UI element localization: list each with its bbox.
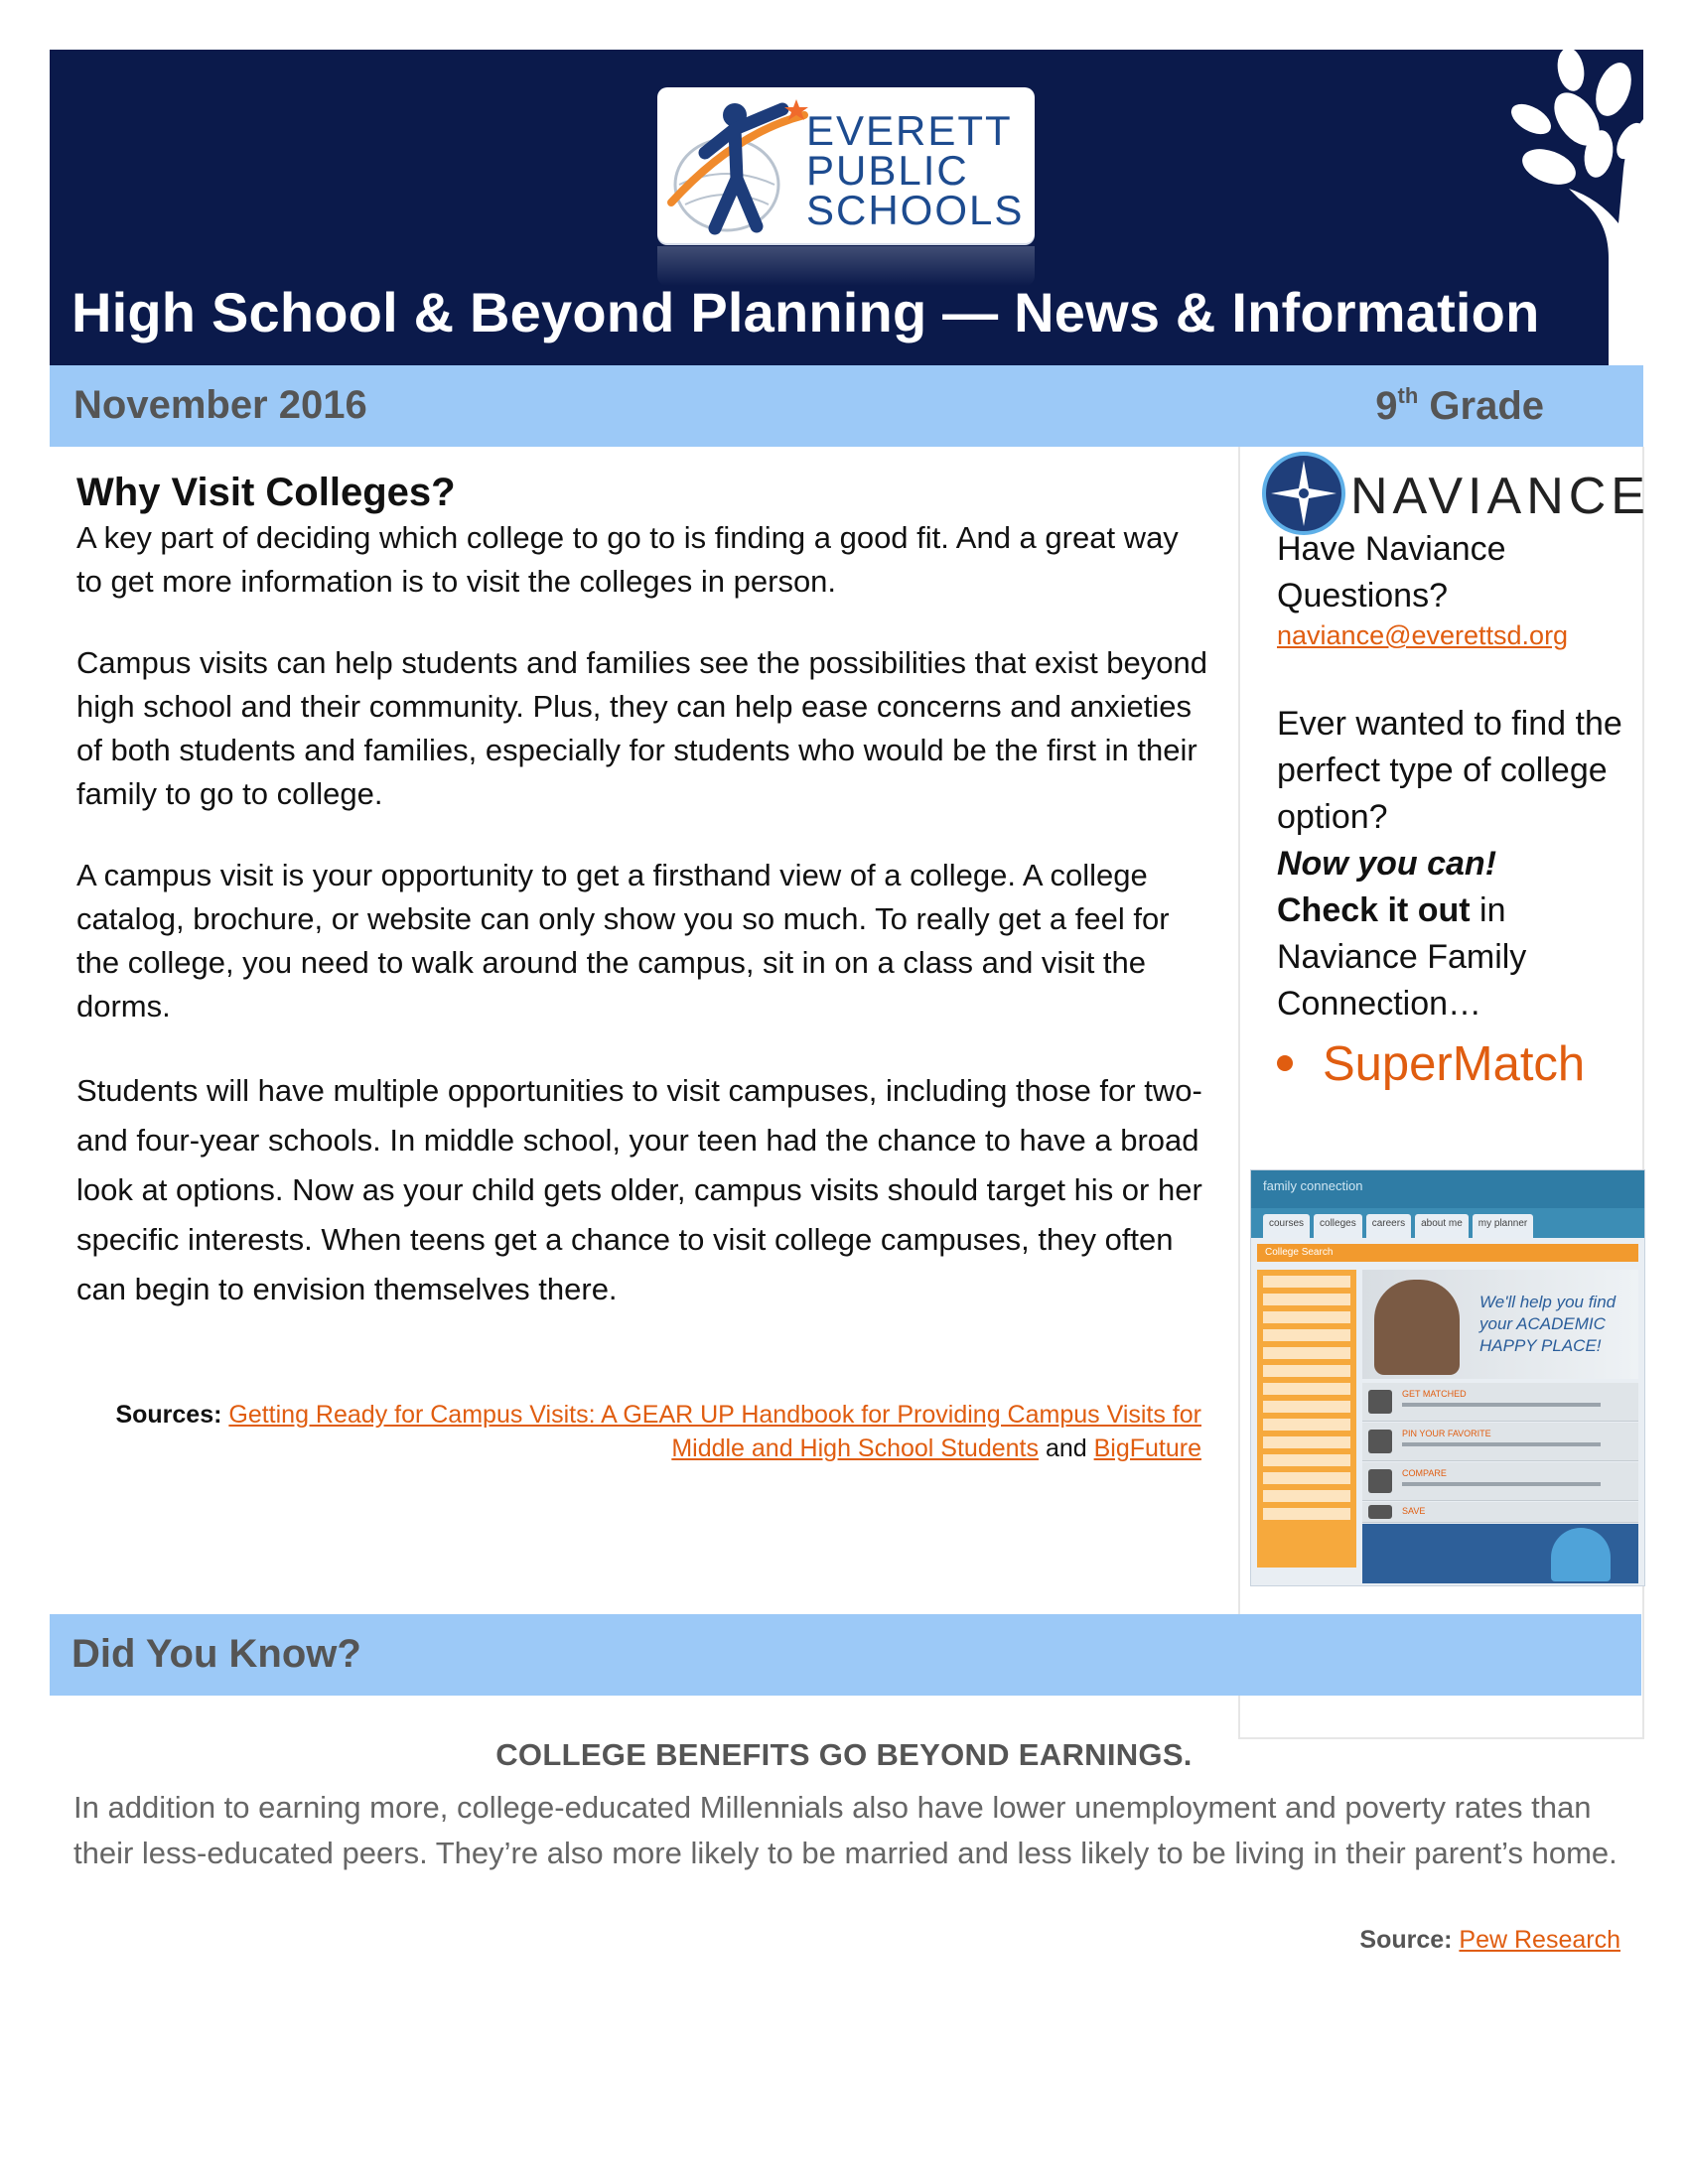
fc-sidebar	[1257, 1270, 1356, 1568]
fc-item-title: GET MATCHED	[1402, 1389, 1467, 1399]
did-you-know-source	[1359, 1926, 1620, 1955]
naviance-compass-icon	[1259, 449, 1348, 538]
fc-tab: my planner	[1473, 1214, 1533, 1238]
promo-now-you-can: Now you can!	[1277, 845, 1497, 883]
article-paragraph: A campus visit is your opportunity to get a firsthand view of a college. A college catalog, brochure, or website can only show you so much. To really get a feel for the college, you need to walk around the campus, sit in on a class and visit the dorms.	[76, 858, 1170, 1024]
source-link-gear-up[interactable]: Getting Ready for Campus Visits: A GEAR UP Handbook for Providing Campus Visits for Middle and High School Students	[228, 1401, 1201, 1462]
article-paragraph: Students will have multiple opportunities to visit campuses, including those for two- and four-year schools. In middle school, your teen had the chance to have a broad look at options. Now as your child gets older, campus visits should target his or her specific interests. When teens get a chance to visit college campuses, they often can begin to envision themselves there.	[76, 1073, 1202, 1306]
fc-item-title: COMPARE	[1402, 1468, 1447, 1478]
save-icon	[1368, 1505, 1392, 1519]
bullet-icon	[1277, 1055, 1293, 1071]
fc-item-title: SAVE	[1402, 1506, 1426, 1516]
source-link-bigfuture[interactable]: BigFuture	[1093, 1434, 1201, 1462]
month-bar	[50, 365, 1643, 447]
fc-item-title: PIN YOUR FAVORITE	[1402, 1429, 1491, 1438]
percent-icon	[1368, 1390, 1392, 1414]
grade-number: 9	[1375, 384, 1398, 428]
pew-research-link[interactable]: Pew Research	[1459, 1926, 1620, 1954]
did-you-know-bar	[50, 1614, 1641, 1696]
fc-tab: courses	[1263, 1214, 1310, 1238]
promo-question: Ever wanted to find the perfect type of college option?	[1277, 705, 1622, 836]
source-label: Source:	[1359, 1926, 1460, 1954]
fc-tab: about me	[1415, 1214, 1469, 1238]
supermatch-label: SuperMatch	[1323, 1037, 1586, 1091]
article-paragraph: A key part of deciding which college to go to is finding a good fit. And a great way to get more information is to visit the colleges in person.	[76, 520, 1179, 599]
did-you-know-label: Did You Know?	[71, 1632, 361, 1676]
district-logo	[657, 87, 1035, 243]
logo-wordmark	[806, 107, 1025, 233]
fc-item	[1362, 1502, 1638, 1523]
fc-tabs	[1251, 1208, 1644, 1238]
fc-item	[1362, 1423, 1638, 1461]
fc-tab: colleges	[1314, 1214, 1362, 1238]
logo-figure-icon	[665, 93, 814, 238]
family-connection-screenshot	[1250, 1169, 1645, 1586]
article	[76, 469, 1208, 1314]
logo-line: SCHOOLS	[806, 187, 1025, 233]
promo-check-rest: in Naviance Family Connection…	[1277, 891, 1527, 1023]
article-heading: Why Visit Colleges?	[76, 471, 456, 514]
did-you-know-headline: COLLEGE BENEFITS GO BEYOND EARNINGS.	[495, 1737, 1193, 1772]
grade-word: Grade	[1418, 384, 1544, 428]
fc-title-bar: family connection	[1251, 1170, 1644, 1208]
issue-date: November 2016	[73, 383, 367, 427]
fc-item	[1362, 1462, 1638, 1501]
logo-line: EVERETT	[806, 107, 1013, 154]
grade-suffix: th	[1397, 383, 1419, 408]
pin-icon	[1368, 1430, 1392, 1453]
grade-label	[1375, 383, 1544, 429]
supermatch-promo	[1277, 701, 1634, 1027]
fc-hero	[1362, 1270, 1638, 1379]
fc-hero-text: We'll help you find your ACADEMIC HAPPY PLACE!	[1479, 1293, 1617, 1355]
reader-photo	[1551, 1528, 1611, 1581]
naviance-question: Have Naviance Questions?	[1277, 530, 1506, 614]
sources-and: and	[1039, 1434, 1094, 1462]
fc-item	[1362, 1383, 1638, 1422]
fc-about-panel	[1362, 1524, 1638, 1583]
sources-label: Sources:	[115, 1401, 222, 1429]
article-paragraph: Campus visits can help students and families see the possibilities that exist beyond high school and their community. Plus, they can help ease concerns and anxieties of both students and families, especially for students who would be the first in their family to go to college.	[76, 645, 1207, 811]
newsletter-title: High School & Beyond Planning — News & Information	[71, 281, 1540, 343]
did-you-know-body: In addition to earning more, college-educated Millennials also have lower unemployment and poverty rates than their less-educated peers. They’re also more likely to be married and less likely to be living in their parent’s home.	[73, 1790, 1618, 1870]
naviance-email-link[interactable]: naviance@everettsd.org	[1277, 620, 1569, 650]
header-banner	[50, 50, 1643, 365]
article-sources	[89, 1398, 1201, 1465]
supermatch-bullet	[1277, 1036, 1585, 1092]
logo-line: PUBLIC	[806, 147, 969, 194]
student-photo	[1374, 1280, 1460, 1375]
naviance-wordmark: NAVIANCE	[1350, 468, 1650, 525]
bar-chart-icon	[1368, 1469, 1392, 1493]
promo-check-it-out	[1277, 887, 1634, 1027]
fc-tab: careers	[1366, 1214, 1411, 1238]
fc-section-bar: College Search	[1257, 1244, 1638, 1262]
promo-check-bold: Check it out	[1277, 891, 1471, 929]
